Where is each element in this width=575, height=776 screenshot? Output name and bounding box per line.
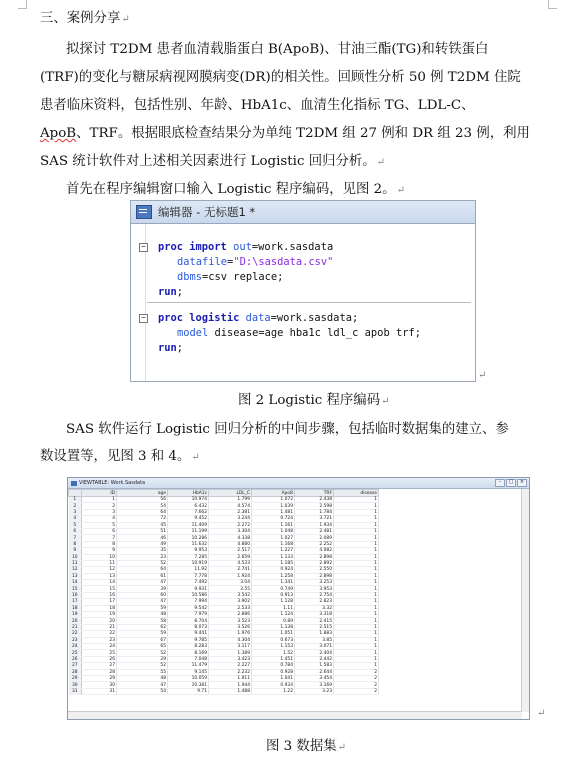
table-cell: 1: [334, 573, 379, 579]
table-cell: 1: [334, 605, 379, 611]
table-cell: 7.979: [168, 612, 209, 618]
table-cell: 3.071: [295, 643, 334, 649]
table-cell: 62: [117, 624, 168, 630]
table-cell: 1.481: [252, 509, 295, 515]
table-cell: 3.117: [209, 643, 252, 649]
table-cell: 2.252: [295, 541, 334, 547]
table-cell: 1.051: [252, 631, 295, 637]
table-cell: 56: [117, 497, 168, 503]
table-cell: 2.381: [209, 509, 252, 515]
table-cell: 1: [334, 548, 379, 554]
table-cell: 1.799: [209, 497, 252, 503]
row-number: 31: [69, 688, 82, 694]
table-cell: 0.673: [252, 637, 295, 643]
table-cell: 47: [117, 580, 168, 586]
table-cell: 2.089: [295, 535, 334, 541]
row-number: 3: [69, 509, 82, 515]
table-cell: 1: [334, 612, 379, 618]
table-cell: 61: [117, 573, 168, 579]
code-line-1: proc import out=work.sasdata: [158, 241, 334, 253]
table-cell: 27: [82, 663, 117, 669]
code-line-6: model disease=age hba1c ldl_c apob trf;: [177, 327, 421, 339]
table-cell: 3.526: [209, 624, 252, 630]
code-line-5: proc logistic data=work.sasdata;: [158, 312, 359, 324]
table-cell: 1: [334, 528, 379, 534]
table-cell: 0.934: [252, 682, 295, 688]
table-cell: 54: [117, 688, 168, 694]
table-cell: 2.898: [295, 573, 334, 579]
table-cell: 3.721: [295, 516, 334, 522]
table-cell: 4.338: [209, 535, 252, 541]
table-icon: [71, 481, 77, 486]
row-number: 10: [69, 554, 82, 560]
vertical-scrollbar[interactable]: [521, 489, 529, 712]
table-cell: 2.517: [209, 548, 252, 554]
row-number-header: [69, 490, 82, 497]
table-cell: 52: [117, 663, 168, 669]
table-cell: 1: [334, 554, 379, 560]
table-cell: 4.082: [295, 548, 334, 554]
table-cell: 23: [117, 554, 168, 560]
page-corner-mark: [18, 0, 27, 9]
column-header[interactable]: HbA1c: [168, 490, 209, 497]
table-cell: 2.515: [295, 624, 334, 630]
table-cell: 7.994: [168, 599, 209, 605]
table-cell: 19: [82, 612, 117, 618]
figure3-viewtable-window: [67, 477, 530, 720]
table-cell: 1.072: [252, 497, 295, 503]
table-cell: 45: [117, 522, 168, 528]
table-cell: 35: [117, 548, 168, 554]
table-cell: 2.886: [209, 612, 252, 618]
table-cell: 6: [82, 528, 117, 534]
table-cell: 3.953: [295, 586, 334, 592]
table-cell: 3.253: [295, 580, 334, 586]
table-cell: 1: [334, 567, 379, 573]
table-cell: 0.928: [252, 669, 295, 675]
table-cell: 1: [334, 592, 379, 598]
table-cell: 1.128: [252, 599, 295, 605]
paragraph3-line1: SAS 软件运行 Logistic 回归分析的中间步骤，包括临时数据集的建立、参: [66, 422, 509, 437]
table-cell: 9.452: [168, 516, 209, 522]
table-cell: 1.041: [252, 675, 295, 681]
table-cell: 11.479: [168, 663, 209, 669]
table-cell: 3.32: [295, 605, 334, 611]
table-cell: 0.924: [252, 567, 295, 573]
table-cell: 11.409: [168, 522, 209, 528]
row-number: 26: [69, 656, 82, 662]
table-cell: 1.451: [252, 656, 295, 662]
close-button[interactable]: ×: [517, 479, 527, 487]
table-cell: 47: [117, 682, 168, 688]
table-cell: 49: [117, 541, 168, 547]
table-cell: 1.027: [252, 535, 295, 541]
column-header[interactable]: age: [117, 490, 168, 497]
table-cell: 7.048: [168, 656, 209, 662]
table-cell: 1.048: [252, 528, 295, 534]
table-cell: 0.724: [252, 516, 295, 522]
caption-figure2: 图 2 Logistic 程序编码↵: [238, 393, 390, 408]
table-cell: 1: [334, 624, 379, 630]
table-cell: 3.55: [209, 586, 252, 592]
table-cell: 3.318: [295, 612, 334, 618]
table-cell: 21: [82, 624, 117, 630]
table-cell: 59: [117, 631, 168, 637]
table-cell: 1: [334, 599, 379, 605]
table-cell: 1.944: [209, 682, 252, 688]
caption-figure3: 图 3 数据集↵: [266, 739, 346, 754]
table-cell: 11: [82, 560, 117, 566]
table-cell: 2.754: [295, 592, 334, 598]
table-cell: 31: [82, 688, 117, 694]
table-cell: 30: [82, 682, 117, 688]
table-cell: 10.919: [168, 560, 209, 566]
table-cell: 1: [334, 643, 379, 649]
row-number: 15: [69, 586, 82, 592]
table-cell: 1.258: [252, 573, 295, 579]
table-cell: 1.168: [252, 541, 295, 547]
table-cell: 4: [82, 516, 117, 522]
table-cell: 8: [82, 541, 117, 547]
table-cell: 2.533: [209, 605, 252, 611]
table-cell: 10.059: [168, 675, 209, 681]
row-number: 16: [69, 592, 82, 598]
table-cell: 1.124: [252, 612, 295, 618]
editor-code-area: [131, 224, 475, 381]
table-cell: 3.244: [209, 516, 252, 522]
table-cell: 1: [334, 522, 379, 528]
code-line-3: dbms=csv replace;: [177, 271, 284, 283]
table-cell: 2.438: [295, 497, 334, 503]
table-cell: 2.415: [295, 618, 334, 624]
table-cell: 9.953: [168, 548, 209, 554]
table-cell: 52: [117, 560, 168, 566]
table-cell: 4.880: [209, 541, 252, 547]
table-cell: 3.169: [295, 682, 334, 688]
fold-collapse-icon: −: [139, 243, 148, 252]
table-cell: 11.92: [168, 567, 209, 573]
table-cell: 7.285: [168, 554, 209, 560]
table-cell: 1: [334, 650, 379, 656]
table-cell: 2.892: [295, 560, 334, 566]
paragraph-mark: ↵: [537, 708, 546, 719]
column-header[interactable]: TRF: [295, 490, 334, 497]
row-number: 20: [69, 618, 82, 624]
paragraph1-line2: (TRF)的变化与糖尿病视网膜病变(DR)的相关性。回顾性分析 50 例 T2DM 住院: [40, 70, 521, 85]
table-cell: 54: [117, 503, 168, 509]
row-number: 5: [69, 522, 82, 528]
row-number: 14: [69, 580, 82, 586]
editor-titlebar: [131, 201, 475, 224]
row-number: 11: [69, 560, 82, 566]
paragraph3-line2: 数设置等，见图 3 和 4。↵: [40, 449, 200, 464]
row-number: 8: [69, 541, 82, 547]
table-cell: 60: [117, 592, 168, 598]
table-cell: 9.785: [168, 637, 209, 643]
table-cell: 55: [117, 669, 168, 675]
table-cell: 1.039: [252, 503, 295, 509]
table-cell: 1.52: [252, 650, 295, 656]
table-cell: 26: [82, 656, 117, 662]
fold-collapse-icon: −: [139, 314, 148, 323]
table-cell: 1: [334, 516, 379, 522]
row-number: 21: [69, 624, 82, 630]
table-cell: 25: [82, 650, 117, 656]
table-cell: 72: [117, 516, 168, 522]
table-cell: 3.04: [209, 580, 252, 586]
table-cell: 1.185: [252, 560, 295, 566]
minimize-button[interactable]: –: [495, 479, 505, 487]
table-cell: 23: [82, 637, 117, 643]
row-number: 24: [69, 643, 82, 649]
table-cell: 28: [82, 669, 117, 675]
table-cell: 1: [334, 637, 379, 643]
table-cell: 59: [117, 605, 168, 611]
table-cell: 1: [334, 535, 379, 541]
table-cell: 1.153: [252, 643, 295, 649]
table-cell: 1: [334, 503, 379, 509]
row-number: 2: [69, 503, 82, 509]
table-cell: 64: [117, 509, 168, 515]
table-cell: 3.542: [209, 592, 252, 598]
table-cell: 3.304: [209, 528, 252, 534]
table-cell: 3.423: [209, 656, 252, 662]
table-cell: 10: [82, 554, 117, 560]
table-cell: 29: [117, 656, 168, 662]
row-number: 28: [69, 669, 82, 675]
table-cell: 3: [82, 509, 117, 515]
table-cell: 7.778: [168, 573, 209, 579]
editor-title: 编辑器 - 无标题1 *: [158, 205, 256, 219]
table-cell: 64: [117, 567, 168, 573]
row-number: 30: [69, 682, 82, 688]
table-cell: 2: [334, 669, 379, 675]
table-cell: 39: [117, 586, 168, 592]
editor-icon: [136, 205, 152, 219]
table-cell: 17: [82, 599, 117, 605]
column-header[interactable]: ApoB: [252, 490, 295, 497]
dataset-table[interactable]: [68, 489, 379, 695]
table-cell: 8.169: [168, 650, 209, 656]
viewtable-titlebar: [68, 478, 529, 489]
table-cell: 1.488: [209, 688, 252, 694]
paragraph-mark: ↵: [478, 370, 487, 381]
table-cell: 2.442: [295, 656, 334, 662]
table-cell: 2.644: [295, 669, 334, 675]
table-cell: 1: [334, 656, 379, 662]
table-cell: 46: [117, 535, 168, 541]
row-number: 22: [69, 631, 82, 637]
table-cell: 1.227: [252, 548, 295, 554]
table-cell: 8.704: [168, 618, 209, 624]
table-cell: 12: [82, 567, 117, 573]
column-header[interactable]: disease: [334, 490, 379, 497]
paragraph2: 首先在程序编辑窗口输入 Logistic 程序编码，见图 2。↵: [66, 182, 405, 197]
row-number: 4: [69, 516, 82, 522]
table-cell: 16: [82, 592, 117, 598]
row-number: 12: [69, 567, 82, 573]
table-cell: 5: [82, 522, 117, 528]
table-cell: 2.481: [295, 528, 334, 534]
page-corner-mark: [548, 0, 557, 9]
table-cell: 1.784: [295, 509, 334, 515]
row-number: 29: [69, 675, 82, 681]
table-cell: 0.749: [252, 586, 295, 592]
table-cell: 3.523: [209, 618, 252, 624]
table-cell: 1: [334, 509, 379, 515]
maximize-button[interactable]: □: [506, 479, 516, 487]
table-cell: 1.11: [252, 605, 295, 611]
table-cell: 6.432: [168, 503, 209, 509]
table-cell: 29: [82, 675, 117, 681]
table-cell: 20: [82, 618, 117, 624]
table-cell: 10.586: [168, 592, 209, 598]
table-cell: 1: [334, 580, 379, 586]
table-cell: 7: [82, 535, 117, 541]
table-cell: 3.85: [295, 637, 334, 643]
table-cell: 1.583: [295, 663, 334, 669]
row-number: 7: [69, 535, 82, 541]
row-number: 19: [69, 612, 82, 618]
row-number: 9: [69, 548, 82, 554]
table-cell: 10.286: [168, 535, 209, 541]
table-cell: 11.632: [168, 541, 209, 547]
table-cell: 52: [117, 650, 168, 656]
table-cell: 2.272: [209, 522, 252, 528]
table-cell: 0.913: [252, 592, 295, 598]
row-number: 27: [69, 663, 82, 669]
table-cell: 1.934: [295, 522, 334, 528]
table-cell: 7.662: [168, 509, 209, 515]
table-cell: 2.741: [209, 567, 252, 573]
column-header[interactable]: LDL_C: [209, 490, 252, 497]
table-cell: 2.227: [209, 663, 252, 669]
table-row[interactable]: [69, 688, 379, 694]
row-number: 18: [69, 605, 82, 611]
table-cell: 2: [334, 682, 379, 688]
table-cell: 10.974: [168, 497, 209, 503]
table-cell: 3.454: [295, 675, 334, 681]
table-cell: 18: [82, 605, 117, 611]
table-cell: 1: [334, 541, 379, 547]
table-cell: 1.133: [252, 554, 295, 560]
table-cell: 1: [334, 497, 379, 503]
paragraph1-line3: 患者临床资料，包括性别、年龄、HbA1c、血清生化指标 TG、LDL-C、: [40, 98, 475, 113]
table-cell: 2.598: [295, 503, 334, 509]
table-cell: 47: [117, 599, 168, 605]
table-cell: 1.341: [252, 580, 295, 586]
column-header[interactable]: ID: [82, 490, 117, 497]
paragraph1-line1: 拟探讨 T2DM 患者血清载脂蛋白 B(ApoB)、甘油三酯(TG)和转铁蛋白: [66, 42, 489, 57]
spellcheck-word: ApoB: [40, 126, 77, 141]
row-number: 6: [69, 528, 82, 534]
row-number: 23: [69, 637, 82, 643]
table-cell: 15: [82, 586, 117, 592]
table-cell: 2.232: [209, 669, 252, 675]
paragraph1-line5: SAS 统计软件对上述相关因素进行 Logistic 回归分析。↵: [40, 154, 386, 169]
table-cell: 1: [334, 631, 379, 637]
row-number: 13: [69, 573, 82, 579]
table-cell: 4.574: [209, 503, 252, 509]
table-cell: 2.404: [295, 650, 334, 656]
table-cell: 3.23: [295, 688, 334, 694]
table-cell: 48: [117, 612, 168, 618]
table-cell: 1: [334, 663, 379, 669]
table-cell: 1.161: [252, 522, 295, 528]
table-cell: 1: [334, 560, 379, 566]
table-cell: 0.89: [252, 618, 295, 624]
table-cell: 2.550: [295, 567, 334, 573]
table-cell: 0.784: [252, 663, 295, 669]
table-cell: 10.381: [168, 682, 209, 688]
table-cell: 2.898: [295, 554, 334, 560]
viewtable-title: VIEWTABLE: Work.Sasdata: [79, 480, 146, 486]
table-cell: 9: [82, 548, 117, 554]
table-cell: 11.199: [168, 528, 209, 534]
table-cell: 58: [117, 618, 168, 624]
paragraph1-line4: ApoB、TRF。根据眼底检查结果分为单纯 T2DM 组 27 例和 DR 组 23 例，利用: [40, 126, 530, 141]
code-separator: [147, 302, 471, 303]
table-cell: 8.283: [168, 643, 209, 649]
table-cell: 3.902: [209, 599, 252, 605]
table-cell: 7.492: [168, 580, 209, 586]
table-cell: 9.441: [168, 631, 209, 637]
code-line-4: run;: [158, 286, 184, 298]
figure2-editor-window: [130, 200, 476, 382]
table-cell: 2: [334, 675, 379, 681]
table-cell: 1.138: [252, 624, 295, 630]
table-cell: 9.931: [168, 586, 209, 592]
table-cell: 1.389: [209, 650, 252, 656]
horizontal-scrollbar[interactable]: [68, 711, 522, 719]
table-cell: 24: [82, 643, 117, 649]
table-cell: 1.976: [209, 631, 252, 637]
table-cell: 2.659: [209, 554, 252, 560]
table-cell: 22: [82, 631, 117, 637]
code-line-2: datafile="D:\sasdata.csv": [177, 256, 334, 268]
table-cell: 2: [82, 503, 117, 509]
row-number: 1: [69, 497, 82, 503]
table-cell: 2: [334, 688, 379, 694]
table-cell: 48: [117, 675, 168, 681]
table-cell: 4.533: [209, 560, 252, 566]
code-line-7: run;: [158, 342, 184, 354]
table-cell: 8.073: [168, 624, 209, 630]
table-cell: 9.71: [168, 688, 209, 694]
table-cell: 13: [82, 573, 117, 579]
table-cell: 1.911: [209, 675, 252, 681]
table-cell: 9.542: [168, 605, 209, 611]
table-cell: 67: [117, 637, 168, 643]
table-cell: 1: [82, 497, 117, 503]
row-number: 17: [69, 599, 82, 605]
table-cell: 9.145: [168, 669, 209, 675]
table-cell: 2.823: [295, 599, 334, 605]
table-cell: 1.924: [209, 573, 252, 579]
table-cell: 14: [82, 580, 117, 586]
table-cell: 1.22: [252, 688, 295, 694]
table-cell: 4.304: [209, 637, 252, 643]
table-cell: 1: [334, 618, 379, 624]
section-heading: 三、案例分享↵: [40, 11, 130, 26]
table-cell: 65: [117, 643, 168, 649]
table-cell: 1: [334, 586, 379, 592]
row-number: 25: [69, 650, 82, 656]
table-cell: 1.883: [295, 631, 334, 637]
table-cell: 51: [117, 528, 168, 534]
